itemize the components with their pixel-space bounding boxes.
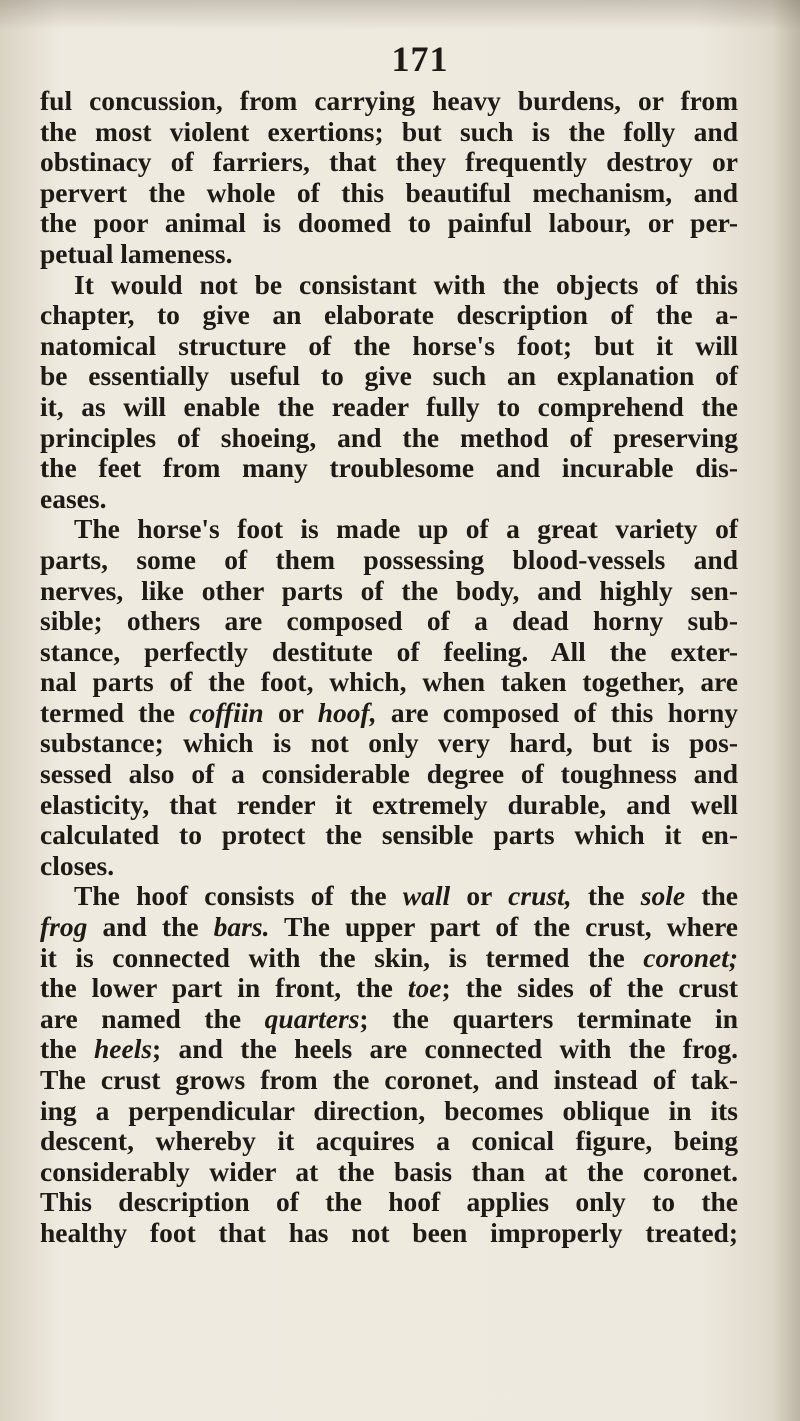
italic-term: coronet; [643, 941, 738, 973]
text-line [40, 86, 738, 117]
text-line [40, 1157, 738, 1188]
text-run: or [263, 696, 318, 728]
text-line [40, 606, 738, 637]
italic-term: sole [640, 880, 686, 912]
text-run: termed the [40, 696, 190, 728]
text-line [40, 300, 738, 331]
text-run: be essentially useful to give such an explanation of [40, 360, 738, 392]
italic-term: quarters [264, 1002, 360, 1034]
italic-term: wall [402, 880, 451, 912]
text-line [40, 1096, 738, 1127]
text-run: the [40, 1033, 94, 1065]
page-number: 171 [391, 39, 449, 79]
text-line [40, 1065, 738, 1096]
text-line [40, 545, 738, 576]
text-run: ; and the heels are connected with the frog. [152, 1033, 738, 1065]
text-line [40, 361, 738, 392]
text-line [40, 728, 738, 759]
text-run: The hoof consists of the [74, 880, 403, 912]
italic-term: coffiin [189, 696, 264, 728]
text-line [40, 912, 738, 943]
text-run: ; the quarters terminate in [359, 1002, 738, 1034]
text-run: the most violent exertions; but such is the folly and [40, 115, 738, 147]
text-line [40, 576, 738, 607]
text-line [40, 790, 738, 821]
text-run: and the [87, 911, 214, 943]
text-line [40, 270, 738, 301]
text-run: ful concussion, from carrying heavy burdens, or from [40, 85, 738, 116]
italic-term: crust, [508, 880, 572, 912]
text-run: the [571, 880, 641, 912]
text-run: the lower part in front, the [40, 972, 408, 1004]
text-run: eases. [40, 482, 107, 514]
text-run: stance, perfectly destitute of feeling. All the exter- [40, 635, 738, 667]
text-run: or [450, 880, 509, 912]
text-run: sible; others are composed of a dead horny sub- [40, 605, 738, 637]
text-run: This description of the hoof applies only to the [40, 1186, 738, 1218]
text-line [40, 331, 738, 362]
page-binding-shadow [772, 0, 800, 1421]
text-line [40, 1187, 738, 1218]
text-run: are composed of this horny [376, 696, 738, 728]
text-run: The upper part of the crust, where [269, 911, 738, 943]
text-line [40, 453, 738, 484]
text-line [40, 943, 738, 974]
italic-term: hoof, [317, 696, 377, 728]
text-line [40, 820, 738, 851]
text-run: nerves, like other parts of the body, and highly sen- [40, 574, 738, 606]
text-run: the poor animal is doomed to painful labour, or per- [40, 207, 738, 239]
text-run: ; the sides of the crust [441, 972, 738, 1004]
text-run: ing a perpendicular direction, becomes oblique in its [40, 1094, 738, 1126]
text-line [40, 759, 738, 790]
text-run: It would not be consistant with the objects of this [74, 268, 738, 300]
text-run: elasticity, that render it extremely durable, and well [40, 788, 738, 820]
italic-term: frog [40, 911, 88, 943]
text-line [40, 1126, 738, 1157]
text-run: calculated to protect the sensible parts which it en- [40, 819, 738, 851]
text-line [40, 851, 738, 882]
text-run: it is connected with the skin, is termed the [40, 941, 644, 973]
text-run: closes. [40, 849, 115, 881]
text-run: chapter, to give an elaborate description of the a- [40, 299, 738, 331]
text-line [40, 147, 738, 178]
text-line [40, 178, 738, 209]
text-run: descent, whereby it acquires a conical figure, being [40, 1125, 738, 1157]
italic-term: bars. [213, 911, 270, 943]
text-run: considerably wider at the basis than at the coronet. [40, 1155, 738, 1187]
text-run: substance; which is not only very hard, but is pos- [40, 727, 738, 759]
text-run: it, as will enable the reader fully to comprehend the [40, 390, 738, 422]
text-line [40, 1034, 738, 1065]
text-line [40, 698, 738, 729]
text-line [40, 239, 738, 270]
text-line [40, 637, 738, 668]
text-line [40, 484, 738, 515]
text-run: obstinacy of farriers, that they frequently destroy or [40, 146, 738, 178]
text-run: the [685, 880, 738, 912]
italic-term: heels [93, 1033, 153, 1065]
text-line [40, 973, 738, 1004]
body-text [40, 86, 738, 1249]
text-line [40, 1004, 738, 1035]
text-line [40, 208, 738, 239]
text-run: The crust grows from the coronet, and instead of tak- [40, 1064, 738, 1095]
text-line [40, 514, 738, 545]
text-run: nal parts of the foot, which, when taken together, are [40, 666, 738, 698]
text-run: petual lameness. [40, 237, 233, 269]
text-line [40, 117, 738, 148]
text-line [40, 423, 738, 454]
text-run: The horse's foot is made up of a great variety of [74, 513, 738, 545]
italic-term: toe [407, 972, 442, 1004]
text-run: pervert the whole of this beautiful mechanism, and [40, 176, 738, 208]
text-run: the feet from many troublesome and incurable dis- [40, 452, 738, 484]
text-line [40, 392, 738, 423]
text-line [40, 881, 738, 912]
text-run: healthy foot that has not been improperly treated; [40, 1216, 738, 1248]
page-top-shadow [0, 0, 800, 30]
text-run: are named the [40, 1002, 265, 1034]
text-line [40, 667, 738, 698]
text-run: principles of shoeing, and the method of preserving [40, 421, 738, 453]
text-run: sessed also of a considerable degree of toughness and [40, 758, 738, 790]
text-run: parts, some of them possessing blood-vessels and [40, 543, 738, 575]
text-line [40, 1218, 738, 1249]
text-run: natomical structure of the horse's foot; but it will [40, 329, 738, 361]
